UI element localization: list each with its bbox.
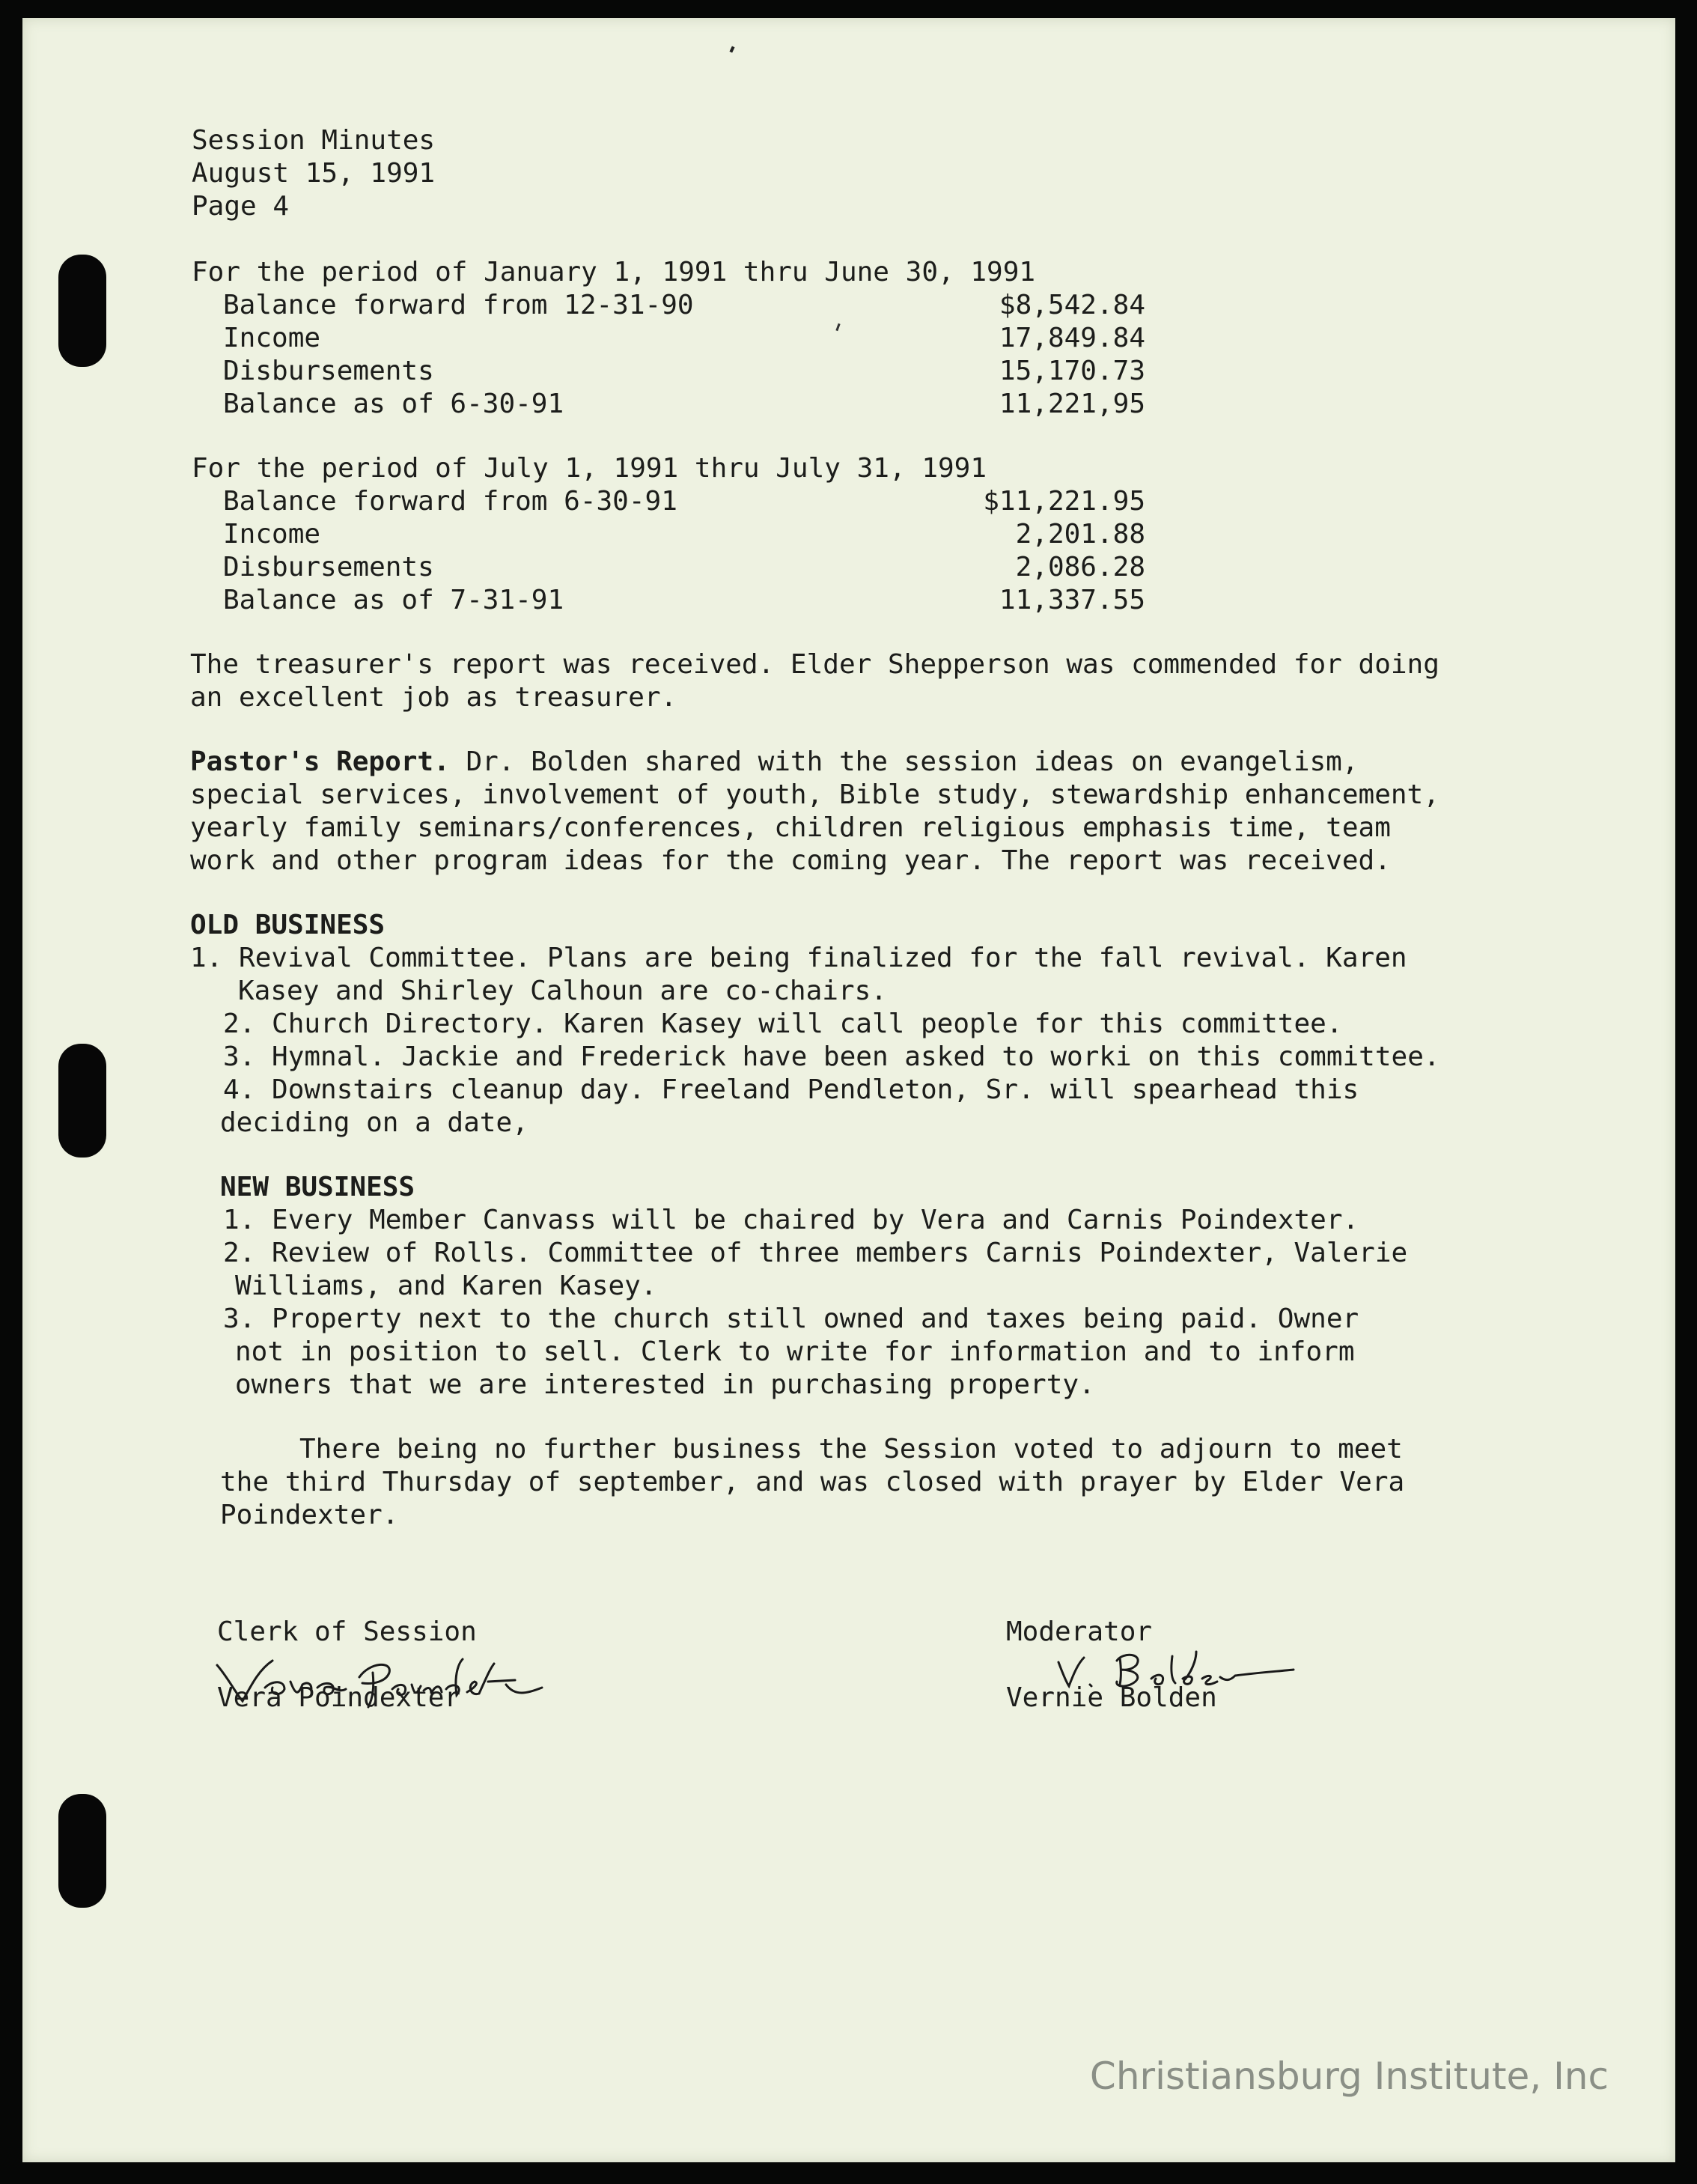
closing-line-1: There being no further business the Session voted to adjourn to meet	[299, 1434, 1403, 1464]
period1-amount-balance-end: 11,221,95	[999, 389, 1145, 419]
new-business-item-3-line-3: owners that we are interested in purchasing property.	[235, 1369, 1095, 1400]
period2-amount-balance-forward: $11,221.95	[983, 486, 1145, 517]
stray-mark	[729, 46, 734, 53]
old-business-item-1-line-2: Kasey and Shirley Calhoun are co-chairs.	[238, 976, 887, 1006]
period1-label-income: Income	[223, 323, 321, 353]
clerk-title: Clerk of Session	[217, 1616, 477, 1647]
pastor-line-2: special services, involvement of youth, Bible study, stewardship enhancement,	[190, 779, 1439, 810]
new-business-heading: NEW BUSINESS	[220, 1172, 415, 1202]
period1-label-balance-forward: Balance forward from 12-31-90	[223, 290, 694, 320]
binder-hole-bottom	[58, 1794, 106, 1908]
clerk-name: Vera Poindexter	[217, 1682, 461, 1713]
header-title: Session Minutes	[192, 125, 436, 156]
new-business-item-2-line-2: Williams, and Karen Kasey.	[235, 1271, 657, 1301]
closing-line-3: Poindexter.	[220, 1500, 399, 1530]
old-business-item-4-line-1: 4. Downstairs cleanup day. Freeland Pendleton, Sr. will spearhead this	[223, 1074, 1359, 1105]
period2-label-balance-end: Balance as of 7-31-91	[223, 585, 564, 615]
period2-amount-income: 2,201.88	[1015, 519, 1145, 550]
header-date: August 15, 1991	[192, 158, 436, 189]
period2-amount-disbursements: 2,086.28	[1015, 552, 1145, 582]
period1-amount-disbursements: 15,170.73	[999, 356, 1145, 386]
pastor-line-4: work and other program ideas for the coming year. The report was received.	[190, 845, 1391, 876]
moderator-title: Moderator	[1006, 1616, 1153, 1647]
new-business-item-3-line-1: 3. Property next to the church still owned and taxes being paid. Owner	[223, 1304, 1359, 1334]
period1-amount-income: 17,849.84	[999, 323, 1145, 353]
pastor-line-1-text: Dr. Bolden shared with the session ideas on evangelism,	[449, 746, 1359, 777]
period1-label-balance-end: Balance as of 6-30-91	[223, 389, 564, 419]
treasurer-line-2: an excellent job as treasurer.	[190, 682, 677, 713]
period2-label-disbursements: Disbursements	[223, 552, 434, 582]
binder-hole-middle	[58, 1044, 106, 1158]
pastor-line-3: yearly family seminars/conferences, children religious emphasis time, team	[190, 812, 1391, 843]
document-page	[22, 18, 1675, 2162]
pastor-report-heading: Pastor's Report.	[190, 746, 450, 777]
new-business-item-2-line-1: 2. Review of Rolls. Committee of three members Carnis Poindexter, Valerie	[223, 1238, 1408, 1268]
period2-amount-balance-end: 11,337.55	[999, 585, 1145, 615]
old-business-item-1-line-1: 1. Revival Committee. Plans are being finalized for the fall revival. Karen	[190, 943, 1407, 973]
treasurer-line-1: The treasurer's report was received. Elder Shepperson was commended for doing	[190, 649, 1439, 680]
binder-hole-top	[58, 255, 106, 367]
period1-label-disbursements: Disbursements	[223, 356, 434, 386]
old-business-item-4-line-2: deciding on a date,	[220, 1107, 528, 1138]
old-business-item-3: 3. Hymnal. Jackie and Frederick have been asked to worki on this committee.	[223, 1041, 1440, 1072]
watermark-text: Christiansburg Institute, Inc	[1089, 2054, 1609, 2098]
old-business-heading: OLD BUSINESS	[190, 910, 386, 940]
period2-title: For the period of July 1, 1991 thru July 31, 1991	[192, 453, 987, 484]
closing-line-2: the third Thursday of september, and was closed with prayer by Elder Vera	[220, 1467, 1405, 1497]
period2-label-balance-forward: Balance forward from 6-30-91	[223, 486, 677, 517]
moderator-name: Vernie Bolden	[1006, 1682, 1217, 1713]
period1-title: For the period of January 1, 1991 thru June 30, 1991	[192, 257, 1036, 288]
new-business-item-1: 1. Every Member Canvass will be chaired by Vera and Carnis Poindexter.	[223, 1205, 1359, 1235]
period2-label-income: Income	[223, 519, 321, 550]
stray-mark	[835, 323, 840, 331]
header-page: Page 4	[192, 191, 290, 222]
new-business-item-3-line-2: not in position to sell. Clerk to write for information and to inform	[235, 1336, 1355, 1367]
old-business-item-2: 2. Church Directory. Karen Kasey will call people for this committee.	[223, 1009, 1343, 1039]
period1-amount-balance-forward: $8,542.84	[999, 290, 1145, 320]
pastor-line-1	[190, 746, 1359, 779]
